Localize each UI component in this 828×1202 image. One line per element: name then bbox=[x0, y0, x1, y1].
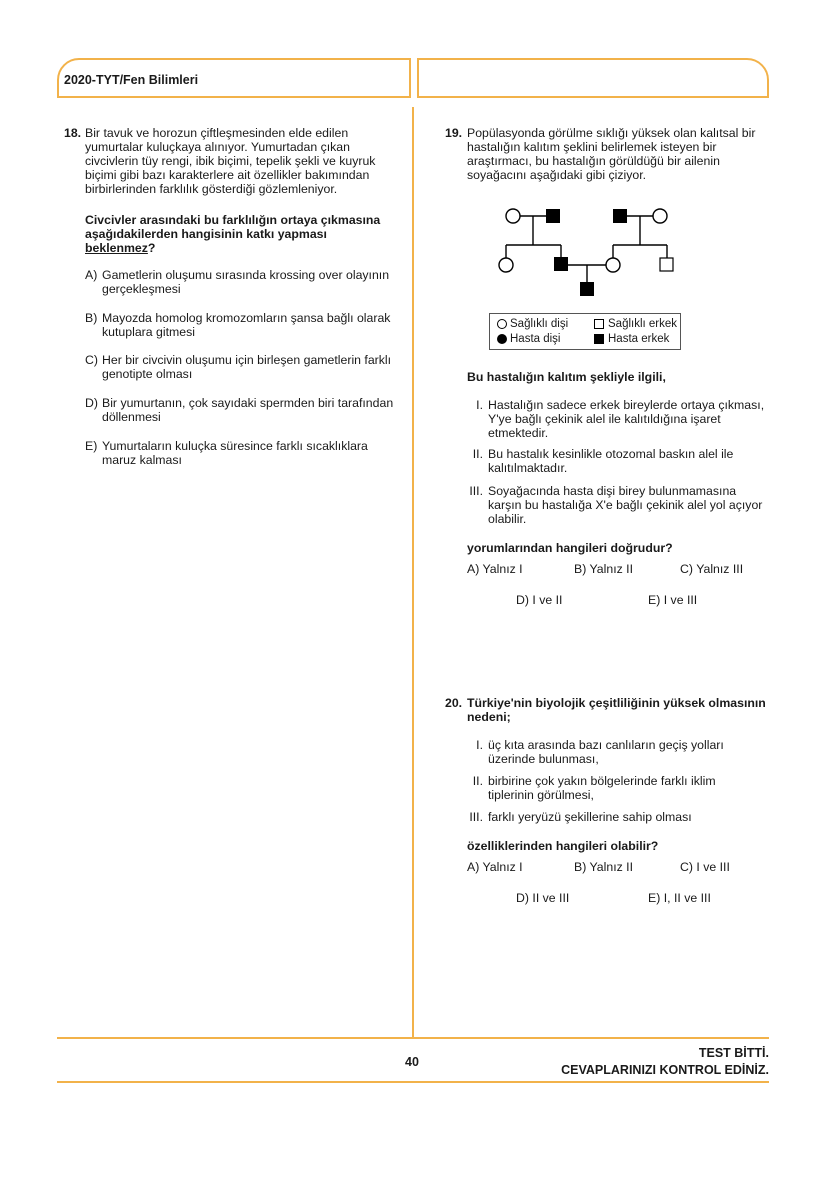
question-stem: Popülasyonda görülme sıklığı yüksek olan kalıtsal bir hastalığın kalıtım şeklini belirlemek isteyen bir araştırmacı, bu hastalığın görüldüğü bir ailenin soyağacını aşağıdaki gibi çiziyor. bbox=[467, 126, 756, 182]
question-20 bbox=[445, 696, 790, 916]
statement-iii: III. farklı yeryüzü şekillerine sahip olması bbox=[469, 810, 692, 824]
page-title: 2020-TYT/Fen Bilimleri bbox=[64, 73, 199, 87]
statement-ii: II. Bu hastalık kesinlikle otozomal baskın alel ile kalıtılmaktadır. bbox=[472, 447, 734, 475]
question-prompt: Civcivler arasındaki bu farklılığın ortaya çıkmasına aşağıdakilerden hangisinin katkı yapması beklenmez? bbox=[85, 213, 381, 255]
question-prompt: özelliklerinden hangileri olabilir? bbox=[467, 839, 659, 853]
header-right-box bbox=[417, 58, 769, 98]
question-stem: Türkiye'nin biyolojik çeşitliliğinin yüksek olmasının nedeni; bbox=[467, 696, 766, 724]
column-divider bbox=[412, 107, 414, 1038]
option-d[interactable]: D) I ve II bbox=[516, 593, 563, 607]
test-end-notice: TEST BİTTİ. CEVAPLARINIZI KONTROL EDİNİZ. bbox=[561, 1046, 769, 1077]
question-18 bbox=[64, 126, 409, 476]
option-d[interactable]: D) Bir yumurtanın, çok sayıdaki spermden biri tarafından döllenmesi bbox=[85, 396, 394, 424]
question-prompt: yorumlarından hangileri doğrudur? bbox=[467, 541, 673, 555]
statement-ii: II. birbirine çok yakın bölgelerinde farklı iklim tiplerinin görülmesi, bbox=[472, 774, 716, 802]
page-number: 40 bbox=[405, 1055, 419, 1069]
sick-female-icon bbox=[497, 334, 507, 344]
option-c[interactable]: C) Her bir civcivin oluşumu için birleşen gametlerin farklı genotipte olması bbox=[85, 353, 392, 381]
question-stem: Bir tavuk ve horozun çiftleşmesinden elde edilen yumurtalar kuluçkaya alınıyor. Yumurtadan çıkan civcivlerin tüy rengi, ibik biçimi, tepelik şekli ve kuyruk biçimi gibi bazı karakterlere ait özellikler bakımından birbirlerinden farklılık gösterdiği gözlemleniyor. bbox=[85, 126, 376, 196]
healthy-male-icon bbox=[594, 319, 604, 329]
sick-male-icon bbox=[580, 282, 594, 296]
question-number: 19. bbox=[445, 126, 463, 140]
option-b[interactable]: B) Yalnız II bbox=[574, 562, 634, 576]
statement-iii: III. Soyağacında hasta dişi birey bulunmamasına karşın bu hastalığa X'e bağlı çekinik alel yol açıyor olabilir. bbox=[469, 484, 763, 526]
legend-healthy-male: Sağlıklı erkek bbox=[594, 318, 677, 330]
healthy-female-icon bbox=[499, 258, 513, 272]
question-19-statements bbox=[467, 370, 792, 610]
question-number: 18. bbox=[64, 126, 82, 140]
healthy-female-icon bbox=[497, 319, 507, 329]
statement-i: I. Hastalığın sadece erkek bireylerde ortaya çıkması, Y'ye bağlı çekinik alel ile kalıtıldığına işaret etmektedir. bbox=[476, 398, 765, 440]
pedigree-legend bbox=[489, 313, 681, 350]
legend-sick-male: Hasta erkek bbox=[594, 333, 669, 345]
option-e[interactable]: E) I, II ve III bbox=[648, 891, 711, 905]
statement-i: I. üç kıta arasında bazı canlıların geçiş yolları üzerinde bulunması, bbox=[476, 738, 724, 766]
healthy-female-icon bbox=[506, 209, 520, 223]
option-e[interactable]: E) I ve III bbox=[648, 593, 698, 607]
sick-male-icon bbox=[554, 257, 568, 271]
option-c[interactable]: C) I ve III bbox=[680, 860, 730, 874]
negation-keyword: beklenmez bbox=[85, 241, 148, 255]
healthy-female-icon bbox=[653, 209, 667, 223]
legend-healthy-female: Sağlıklı dişi bbox=[497, 318, 568, 330]
option-b[interactable]: B) Mayozda homolog kromozomların şansa bağlı olarak kutuplara gitmesi bbox=[85, 311, 391, 339]
option-a[interactable]: A) Gametlerin oluşumu sırasında krossing over olayının gerçekleşmesi bbox=[85, 268, 390, 296]
option-c[interactable]: C) Yalnız III bbox=[680, 562, 744, 576]
sick-male-icon bbox=[546, 209, 560, 223]
question-number: 20. bbox=[445, 696, 463, 710]
option-e[interactable]: E) Yumurtaların kuluçka süresince farklı sıcaklıklara maruz kalması bbox=[85, 439, 368, 467]
sick-male-icon bbox=[594, 334, 604, 344]
footer-top-rule bbox=[57, 1037, 769, 1039]
healthy-male-icon bbox=[660, 258, 673, 271]
statement-lead: Bu hastalığın kalıtım şekliyle ilgili, bbox=[467, 370, 666, 384]
healthy-female-icon bbox=[606, 258, 620, 272]
pedigree-diagram bbox=[480, 195, 700, 310]
option-d[interactable]: D) II ve III bbox=[516, 891, 570, 905]
option-a[interactable]: A) Yalnız I bbox=[467, 562, 523, 576]
legend-sick-female: Hasta dişi bbox=[497, 333, 561, 345]
footer-bottom-rule bbox=[57, 1081, 769, 1083]
option-a[interactable]: A) Yalnız I bbox=[467, 860, 523, 874]
option-b[interactable]: B) Yalnız II bbox=[574, 860, 634, 874]
sick-male-icon bbox=[613, 209, 627, 223]
